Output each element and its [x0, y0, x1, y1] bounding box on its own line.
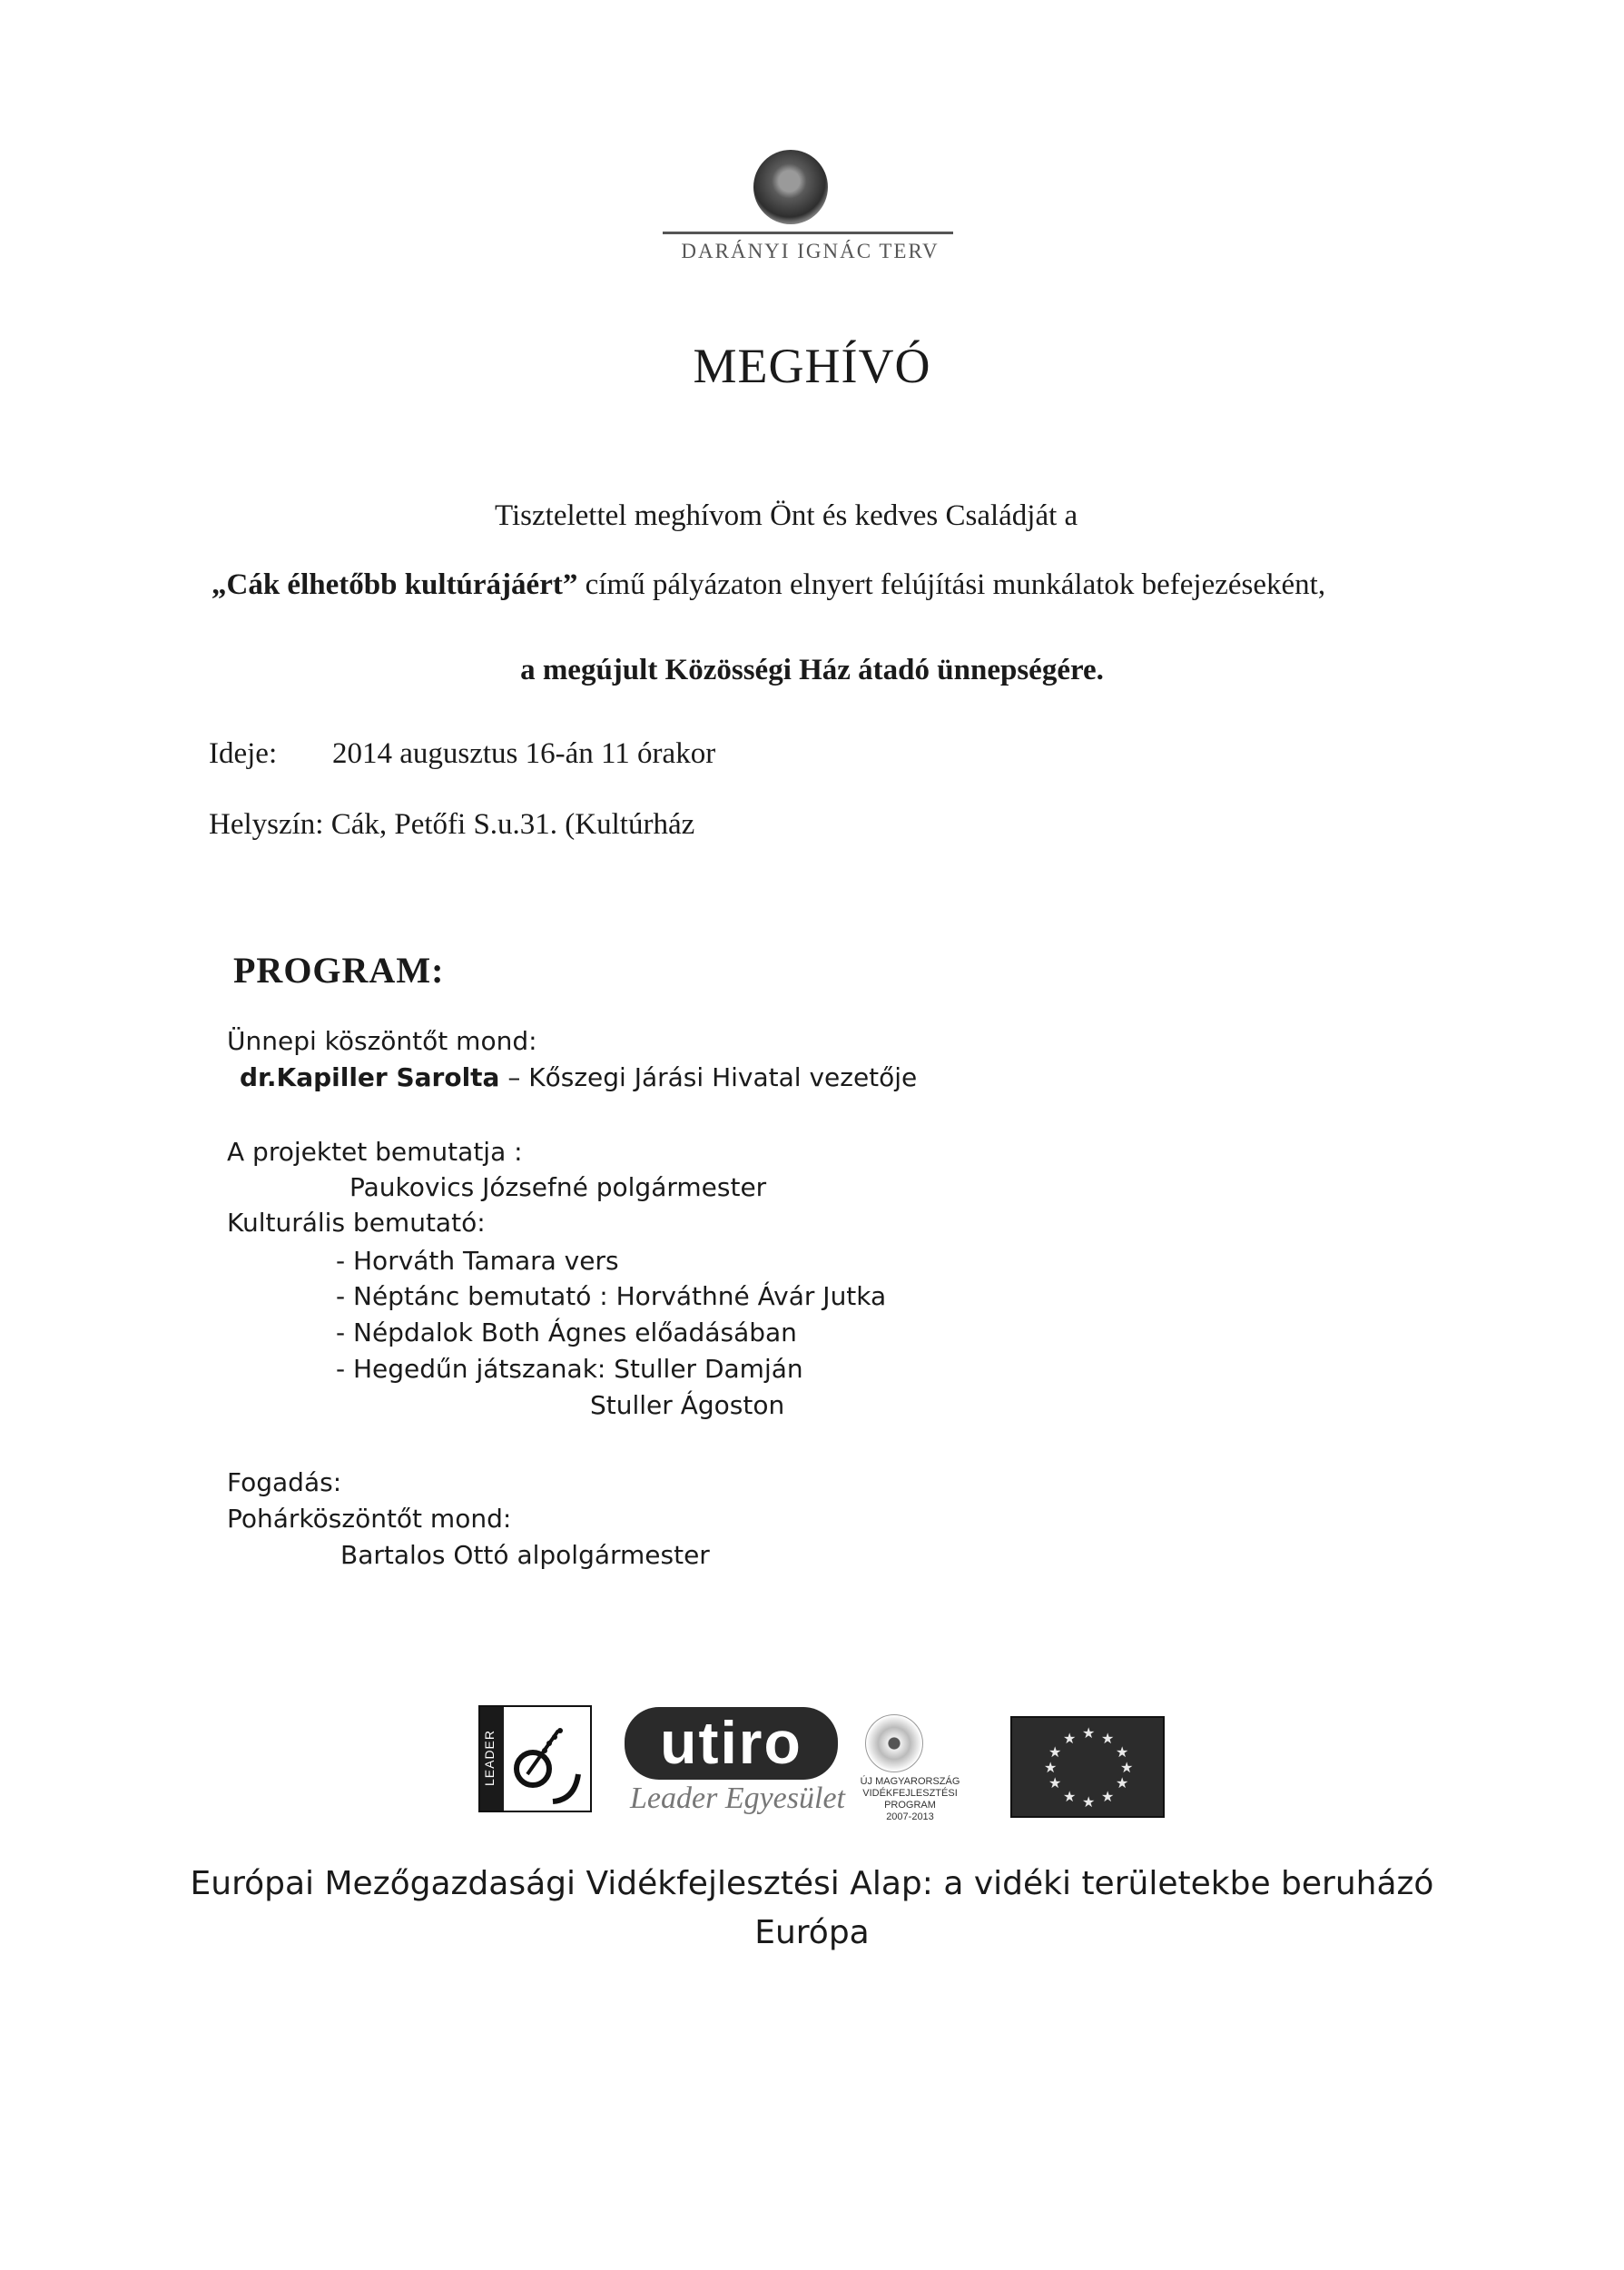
- project-name: „Cák élhetőbb kultúrájáért”: [212, 568, 578, 601]
- funding-line: Európa: [754, 1914, 870, 1951]
- date-value: 2014 augusztus 16-án 11 órakor: [332, 737, 716, 770]
- uj-magyarorszag-logo: [849, 1714, 971, 1822]
- program-heading: PROGRAM:: [233, 950, 445, 991]
- program-item: Paukovics Józsefné polgármester: [349, 1172, 767, 1202]
- program-item: Stuller Ágoston: [590, 1390, 785, 1420]
- place-line: Helyszín: Cák, Petőfi S.u.31. (Kultúrház: [209, 808, 695, 841]
- portrait-medallion-icon: [753, 150, 828, 224]
- umvp-line: ÚJ MAGYARORSZÁG: [860, 1776, 960, 1787]
- umvp-line: 2007-2013: [886, 1811, 934, 1822]
- program-item: Fogadás:: [227, 1467, 342, 1497]
- flower-icon: [865, 1714, 923, 1772]
- utiro-wordmark: utiro: [625, 1707, 838, 1780]
- program-item: Ünnepi köszöntőt mond:: [227, 1026, 537, 1056]
- leader-label: LEADER: [482, 1729, 497, 1787]
- leader-emblem-icon: [506, 1712, 587, 1807]
- program-item: Kulturális bemutató:: [227, 1208, 486, 1238]
- daranyi-ignac-terv-logo: [654, 145, 967, 291]
- invitation-intro: Tisztelettel meghívom Önt és kedves Családját a: [495, 499, 1078, 532]
- program-item: A projektet bemutatja :: [227, 1137, 523, 1167]
- program-item: - Népdalok Both Ágnes előadásában: [336, 1318, 797, 1347]
- program-item: - Horváth Tamara vers: [336, 1246, 619, 1276]
- project-description: című pályázaton elnyert felújítási munkálatok befejezéseként,: [577, 568, 1326, 601]
- program-item: - Néptánc bemutató : Horváthné Ávár Jutka: [336, 1281, 887, 1311]
- eu-flag-icon: ★ ★ ★ ★ ★ ★ ★ ★ ★ ★ ★ ★: [1010, 1716, 1165, 1818]
- speaker-name: dr.Kapiller Sarolta: [240, 1062, 500, 1092]
- utiro-logo: [625, 1707, 845, 1816]
- date-label: Ideje:: [209, 737, 278, 770]
- umvp-text: [849, 1776, 971, 1823]
- speaker-role: – Kőszegi Járási Hivatal vezetője: [499, 1062, 918, 1092]
- program-item: Bartalos Ottó alpolgármester: [340, 1540, 710, 1570]
- project-line: [212, 568, 1325, 602]
- leader-strip: [480, 1707, 504, 1811]
- funding-line: Európai Mezőgazdasági Vidékfejlesztési Alap: a vidéki területekbe beruházó: [190, 1865, 1434, 1902]
- leader-logo: [478, 1705, 592, 1812]
- document-title: MEGHÍVÓ: [693, 339, 931, 393]
- program-item: [240, 1062, 917, 1092]
- ceremony-line: a megújult Közösségi Ház átadó ünnepségére.: [520, 654, 1104, 686]
- header-brand: DARÁNYI IGNÁC TERV: [681, 240, 940, 262]
- program-item: - Hegedűn játszanak: Stuller Damján: [336, 1354, 803, 1384]
- utiro-subtitle: Leader Egyesület: [630, 1781, 845, 1815]
- header-rule: [663, 232, 953, 234]
- umvp-line: VIDÉKFEJLESZTÉSI PROGRAM: [862, 1788, 958, 1811]
- program-item: Pohárköszöntőt mond:: [227, 1504, 512, 1534]
- funding-statement: [0, 1860, 1624, 1958]
